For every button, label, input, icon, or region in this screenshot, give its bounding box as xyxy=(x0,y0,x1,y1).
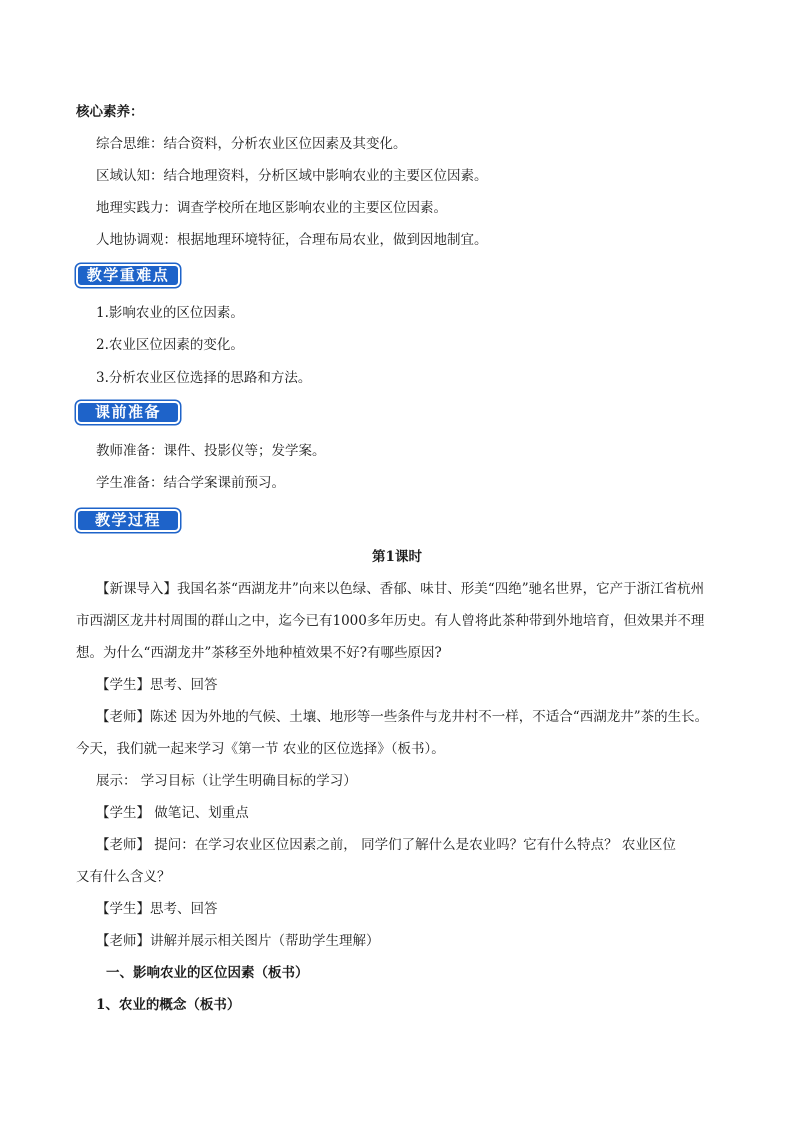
process-line: 想。为什么“西湖龙井”茶移至外地种植效果不好?有哪些原因? xyxy=(76,645,442,661)
process-line: 市西湖区龙井村周围的群山之中，迄今已有1000多年历史。有人曾将此茶种带到外地培育，但效果并不理 xyxy=(76,613,705,629)
process-line: 展示： 学习目标（让学生明确目标的学习） xyxy=(96,773,357,789)
process-line: 【老师】 提问：在学习农业区位因素之前， 同学们了解什么是农业吗？它有什么特点？ 农业区位 xyxy=(96,837,676,853)
process-line: 又有什么含义？ xyxy=(76,869,171,885)
preparation-item: 教师准备：课件、投影仪等；发学案。 xyxy=(96,443,326,459)
process-line: 【学生】 做笔记、划重点 xyxy=(96,805,249,821)
key-point-item: 1.影响农业的区位因素。 xyxy=(96,305,244,321)
core-literacy-item: 区域认知：结合地理资料，分析区域中影响农业的主要区位因素。 xyxy=(96,168,488,184)
preparation-badge: 课前准备 xyxy=(76,401,180,424)
core-literacy-heading: 核心素养： xyxy=(76,104,144,120)
process-line: 今天，我们就一起来学习《第一节 农业的区位选择》（板书）。 xyxy=(76,741,445,757)
section-heading: 一、影响农业的区位因素（板书） xyxy=(106,965,309,981)
process-line: 【新课导入】我国名茶“西湖龙井”向来以色绿、香郁、味甘、形美“四绝”驰名世界，它产于浙江省杭州 xyxy=(96,581,705,597)
process-line: 【老师】陈述 因为外地的气候、土壤、地形等一些条件与龙井村不一样，不适合“西湖龙井”茶的生长。 xyxy=(96,709,709,725)
process-line: 【学生】思考、回答 xyxy=(96,901,218,917)
core-literacy-item: 人地协调观：根据地理环境特征，合理布局农业，做到因地制宜。 xyxy=(96,232,488,248)
preparation-item: 学生准备：结合学案课前预习。 xyxy=(96,475,285,491)
process-line: 【学生】思考、回答 xyxy=(96,677,218,693)
process-badge: 教学过程 xyxy=(76,509,180,532)
process-line: 【老师】讲解并展示相关图片（帮助学生理解） xyxy=(96,933,380,949)
lesson-title: 第1课时 xyxy=(372,549,422,565)
core-literacy-item: 地理实践力：调查学校所在地区影响农业的主要区位因素。 xyxy=(96,200,447,216)
key-point-item: 2.农业区位因素的变化。 xyxy=(96,337,244,353)
key-points-badge: 教学重难点 xyxy=(76,264,180,287)
subsection-heading: 1、农业的概念（板书） xyxy=(96,997,241,1013)
core-literacy-item: 综合思维：结合资料，分析农业区位因素及其变化。 xyxy=(96,136,407,152)
key-point-item: 3.分析农业区位选择的思路和方法。 xyxy=(96,370,312,386)
